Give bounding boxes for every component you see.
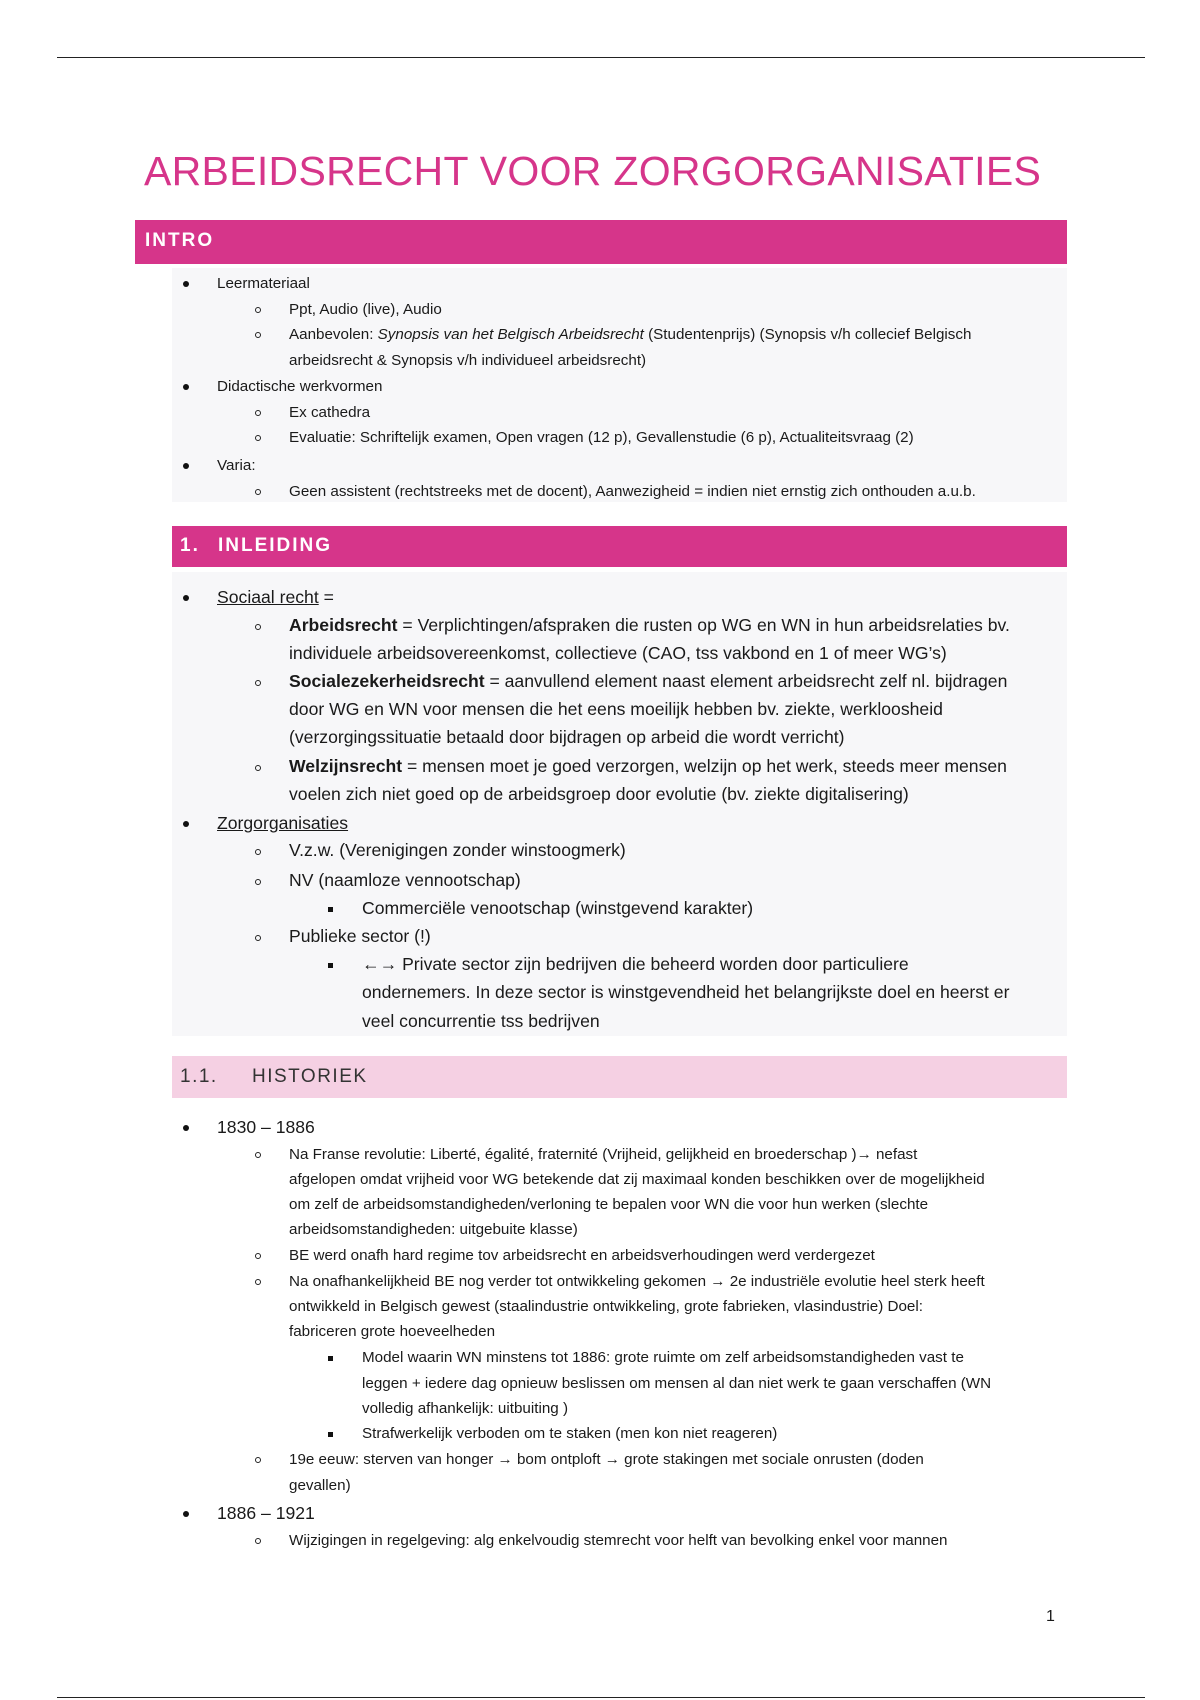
list-item: Publieke sector (!) xyxy=(289,926,431,946)
top-rule xyxy=(57,57,1145,58)
square-bullet-icon xyxy=(328,1356,333,1361)
list-item: Arbeidsrecht = Verplichtingen/afspraken die rusten op WG en WN in hun arbeidsrelaties bv. xyxy=(289,615,1010,635)
page-number: 1 xyxy=(1046,1608,1055,1625)
list-item: Welzijnsrecht = mensen moet je goed verzorgen, welzijn op het werk, steeds meer mensen xyxy=(289,756,1007,776)
circle-bullet-icon xyxy=(255,307,261,313)
section-heading-intro-label: INTRO xyxy=(145,230,215,251)
list-item: 1886 – 1921 xyxy=(217,1503,315,1523)
list-item: Leermateriaal xyxy=(217,275,310,292)
circle-bullet-icon xyxy=(255,1538,261,1544)
section-heading-inleiding xyxy=(172,526,1067,567)
list-item: Strafwerkelijk verboden om te staken (men kon niet reageren) xyxy=(362,1425,778,1442)
list-item: Aanbevolen: Synopsis van het Belgisch Arbeidsrecht (Studentenprijs) (Synopsis v/h collecief Belgisch xyxy=(289,326,972,343)
list-item-continuation: ontwikkeld in Belgisch gewest (staalindustrie ontwikkeling, grote fabrieken, vlasindustrie) Doel: xyxy=(289,1298,923,1315)
circle-bullet-icon xyxy=(255,1279,261,1285)
list-item-continuation: leggen + iedere dag opnieuw beslissen om mensen al dan niet werk te gaan verschaffen (WN xyxy=(362,1375,992,1392)
list-item: 19e eeuw: sterven van honger → bom ontploft → grote stakingen met sociale onrusten (doden xyxy=(289,1451,924,1468)
list-item-continuation: door WG en WN voor mensen die het eens moeilijk hebben bv. ziekte, werkloosheid xyxy=(289,699,943,719)
bullet-icon xyxy=(183,384,189,390)
bullet-icon xyxy=(183,821,189,827)
bullet-icon xyxy=(183,1125,189,1131)
list-item: Zorgorganisaties xyxy=(217,813,349,833)
list-item: NV (naamloze vennootschap) xyxy=(289,870,521,890)
circle-bullet-icon xyxy=(255,935,261,941)
circle-bullet-icon xyxy=(255,849,261,855)
circle-bullet-icon xyxy=(255,1253,261,1259)
list-item: V.z.w. (Verenigingen zonder winstoogmerk) xyxy=(289,840,626,860)
list-item-continuation: ondernemers. In deze sector is winstgevendheid het belangrijkste doel en heerst er xyxy=(362,982,1010,1002)
circle-bullet-icon xyxy=(255,332,261,338)
square-bullet-icon xyxy=(328,907,333,912)
bullet-icon xyxy=(183,1511,189,1517)
circle-bullet-icon xyxy=(255,879,261,885)
bullet-icon xyxy=(183,595,189,601)
document-title: ARBEIDSRECHT VOOR ZORGORGANISATIES xyxy=(144,148,1042,194)
list-item-continuation: arbeidsomstandigheden: uitgebuite klasse) xyxy=(289,1221,578,1238)
list-item: Evaluatie: Schriftelijk examen, Open vragen (12 p), Gevallenstudie (6 p), Actualiteitsvraag (2) xyxy=(289,429,914,446)
list-item: Ppt, Audio (live), Audio xyxy=(289,301,442,318)
circle-bullet-icon xyxy=(255,489,261,495)
list-item-continuation: arbeidsrecht & Synopsis v/h individueel arbeidsrecht) xyxy=(289,352,647,369)
circle-bullet-icon xyxy=(255,765,261,771)
square-bullet-icon xyxy=(328,1432,333,1437)
list-item-continuation: afgelopen omdat vrijheid voor WG betekende dat zij maximaal konden beschikken over de mogelijkheid xyxy=(289,1171,985,1188)
bullet-icon xyxy=(183,463,189,469)
list-item-continuation: (verzorgingssituatie betaald door bijdragen op arbeid die wordt verricht) xyxy=(289,727,845,747)
bottom-rule xyxy=(57,1697,1145,1698)
list-item: Didactische werkvormen xyxy=(217,378,383,395)
circle-bullet-icon xyxy=(255,1457,261,1463)
subsection-heading-historiek xyxy=(172,1056,1067,1098)
list-item-continuation: individuele arbeidsovereenkomst, collectieve (CAO, tss vakbond en 1 of meer WG’s) xyxy=(289,643,947,663)
list-item: Na Franse revolutie: Liberté, égalité, fraternité (Vrijheid, gelijkheid en broederschap )→ nefast xyxy=(289,1146,918,1163)
circle-bullet-icon xyxy=(255,435,261,441)
subsection-number: 1.1. xyxy=(180,1066,218,1087)
list-item: Varia: xyxy=(217,457,256,474)
square-bullet-icon xyxy=(328,963,333,968)
list-item: Commerciële venootschap (winstgevend karakter) xyxy=(362,898,754,918)
section-number: 1. xyxy=(180,535,200,556)
list-item: Geen assistent (rechtstreeks met de docent), Aanwezigheid = indien niet ernstig zich onthouden a.u.b. xyxy=(289,483,976,500)
list-item: Sociaal recht = xyxy=(217,587,334,607)
circle-bullet-icon xyxy=(255,1152,261,1158)
list-item-continuation: om zelf de arbeidsomstandigheden/verloning te bepalen voor WN die voor hun werken (slechte xyxy=(289,1196,929,1213)
subsection-heading-historiek-label: HISTORIEK xyxy=(252,1066,368,1087)
list-item-continuation: veel concurrentie tss bedrijven xyxy=(362,1011,600,1031)
list-item: Ex cathedra xyxy=(289,404,371,421)
list-item-continuation: gevallen) xyxy=(289,1477,351,1494)
list-item-continuation: fabriceren grote hoeveelheden xyxy=(289,1323,496,1340)
circle-bullet-icon xyxy=(255,680,261,686)
circle-bullet-icon xyxy=(255,624,261,630)
list-item: Model waarin WN minstens tot 1886: grote ruimte om zelf arbeidsomstandigheden vast te xyxy=(362,1349,964,1366)
list-item: BE werd onafh hard regime tov arbeidsrecht en arbeidsverhoudingen werd verdergezet xyxy=(289,1247,875,1264)
section-heading-inleiding-label: INLEIDING xyxy=(218,535,333,556)
circle-bullet-icon xyxy=(255,410,261,416)
list-item: Wijzigingen in regelgeving: alg enkelvoudig stemrecht voor helft van bevolking enkel voor mannen xyxy=(289,1532,948,1549)
list-item: ←→ Private sector zijn bedrijven die beheerd worden door particuliere xyxy=(362,954,909,974)
list-item-continuation: voelen zich niet goed op de arbeidsgroep door evolutie (bv. ziekte digitalisering) xyxy=(289,784,909,804)
list-item-continuation: volledig afhankelijk: uitbuiting ) xyxy=(362,1400,568,1417)
section-heading-intro xyxy=(135,220,1067,264)
list-item: Socialezekerheidsrecht = aanvullend element naast element arbeidsrecht zelf nl. bijdragen xyxy=(289,671,1008,691)
list-item: 1830 – 1886 xyxy=(217,1117,315,1137)
list-item: Na onafhankelijkheid BE nog verder tot ontwikkeling gekomen → 2e industriële evolutie heel sterk heeft xyxy=(289,1273,985,1290)
bullet-icon xyxy=(183,281,189,287)
